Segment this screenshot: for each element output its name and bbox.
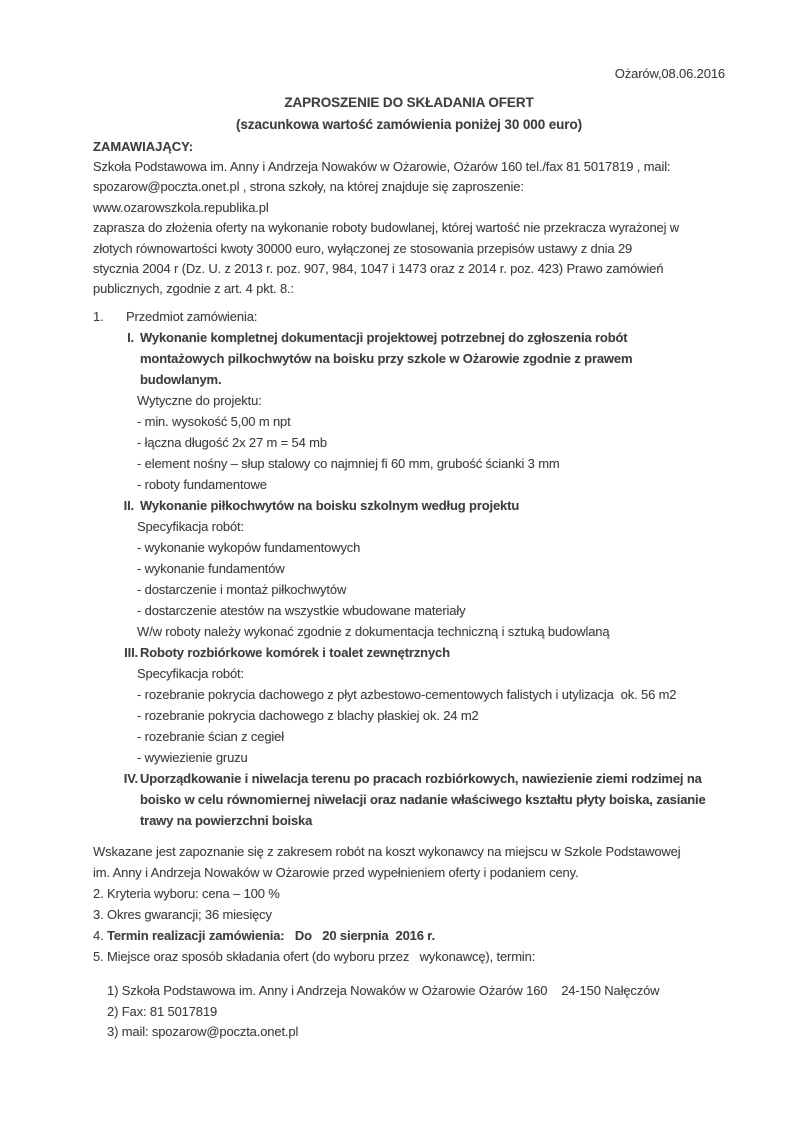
detail-line: - rozebranie ścian z cegieł (137, 728, 284, 744)
list-item-III-text: Roboty rozbiórkowe komórek i toalet zewnętrznych (140, 644, 450, 660)
intro-paragraph (93, 157, 725, 300)
detail-line: Specyfikacja robót: (137, 518, 244, 534)
detail-line: - element nośny – słup stalowy co najmniej fi 60 mm, grubość ścianki 3 mm (137, 455, 560, 471)
list-item-II (93, 495, 725, 516)
list-item-IV-marker: IV. (123, 770, 138, 786)
closing-paragraph (93, 841, 725, 967)
detail-line: Specyfikacja robót: (137, 665, 244, 681)
detail-line: - dostarczenie i montaż piłkochwytów (137, 581, 347, 597)
closing-line: Wskazane jest zapoznanie się z zakresem robót na koszt wykonawcy na miejscu w Szkole Podstawowej (93, 843, 681, 859)
point-3-warranty: 3. Okres gwarancji; 36 miesięcy (93, 906, 272, 922)
detail-line: - rozebranie pokrycia dachowego z blachy płaskiej ok. 24 m2 (137, 707, 479, 723)
submission-option-fax: 2) Fax: 81 5017819 (107, 1003, 218, 1019)
section-1-title: Przedmiot zamówienia: (126, 308, 258, 324)
intro-line-website: www.ozarowszkola.republika.pl (93, 199, 269, 215)
submission-option-address: 1) Szkoła Podstawowa im. Anny i Andrzeja Nowaków w Ożarowie Ożarów 160 24-150 Nałęczów (107, 982, 660, 998)
point-2-criteria: 2. Kryteria wyboru: cena – 100 % (93, 885, 280, 901)
list-item-II-details (93, 516, 725, 642)
list-item-I-details (93, 390, 725, 495)
spacer (93, 831, 725, 841)
detail-line: - wykonanie wykopów fundamentowych (137, 539, 361, 555)
submission-option-mail: 3) mail: spozarow@poczta.onet.pl (107, 1024, 299, 1040)
list-item-II-marker: II. (123, 497, 134, 513)
point-4-deadline-text: Termin realizacji zamówienia: Do 20 sierpnia 2016 r. (107, 927, 435, 943)
point-4-deadline (93, 925, 725, 946)
list-item-II-text: Wykonanie piłkochwytów na boisku szkolnym według projektu (140, 497, 520, 513)
intro-line: zaprasza do złożenia oferty na wykonanie roboty budowlanej, której wartość nie przekracza wyrażonej w (93, 220, 680, 236)
detail-line: - roboty fundamentowe (137, 476, 267, 492)
document-title: ZAPROSZENIE DO SKŁADANIA OFERT (284, 95, 534, 110)
spacer (93, 967, 725, 981)
point-4-number: 4. (93, 927, 108, 943)
list-item-IV-text: boisko w celu równomiernej niwelacji oraz nadanie właściwego kształtu płyty boiska, zasianie (140, 791, 706, 807)
list-item-IV-text: Uporządkowanie i niwelacja terenu po pracach rozbiórkowych, nawiezienie ziemi rodzimej na (140, 770, 702, 786)
list-item-I-text: Wykonanie kompletnej dokumentacji projektowej potrzebnej do zgłoszenia robót (140, 329, 628, 345)
detail-line: - łączna długość 2x 27 m = 54 mb (137, 434, 327, 450)
intro-line: Szkoła Podstawowa im. Anny i Andrzeja Nowaków w Ożarowie, Ożarów 160 tel./fax 81 5017819 , mail: (93, 159, 671, 174)
intro-line: stycznia 2004 r (Dz. U. z 2013 r. poz. 907, 984, 1047 i 1473 oraz z 2014 r. poz. 423) Prawo zamówień (93, 261, 664, 277)
closing-line: im. Anny i Andrzeja Nowaków w Ożarowie przed wypełnieniem oferty i podaniem ceny. (93, 864, 579, 880)
list-item-III-details (93, 663, 725, 768)
list-item-III (93, 642, 725, 663)
detail-line: - wywiezienie gruzu (137, 749, 248, 765)
document-subtitle: (szacunkowa wartość zamówienia poniżej 30 000 euro) (235, 117, 582, 132)
intro-line: złotych równowartości kwoty 30000 euro, wyłączonej ze stosowania przepisów ustawy z dnia 29 (93, 240, 633, 256)
list-item-I-text: montażowych pilkochwytów na boisku przy szkole w Ożarowie zgodnie z prawem (140, 350, 633, 366)
list-item-I (93, 327, 725, 390)
list-item-IV (93, 768, 725, 831)
date-line: Ożarów,08.06.2016 (614, 66, 725, 81)
list-item-III-marker: III. (124, 644, 138, 660)
submission-options-list (93, 981, 725, 1043)
list-item-IV-text: trawy na powierzchni boiska (140, 812, 313, 828)
section-1-heading (93, 306, 725, 327)
detail-line: - rozebranie pokrycia dachowego z płyt azbestowo-cementowych falistych i utylizacja ok. 56 m2 (137, 686, 677, 702)
intro-line: publicznych, zgodnie z art. 4 pkt. 8.: (93, 281, 294, 297)
detail-line: Wytyczne do projektu: (137, 392, 262, 408)
detail-line: - wykonanie fundamentów (137, 560, 285, 576)
list-item-I-text: budowlanym. (140, 371, 222, 387)
buyer-label: ZAMAWIAJĄCY: (93, 139, 194, 154)
detail-line: - min. wysokość 5,00 m npt (137, 413, 291, 429)
point-5-submission: 5. Miejsce oraz sposób składania ofert (do wyboru przez wykonawcę), termin: (93, 948, 536, 964)
detail-line: - dostarczenie atestów na wszystkie wbudowane materiały (137, 602, 466, 618)
list-item-I-marker: I. (127, 329, 134, 345)
detail-line: W/w roboty należy wykonać zgodnie z dokumentacja techniczną i sztuką budowlaną (137, 623, 610, 639)
intro-line-email: spozarow@poczta.onet.pl , strona szkoły, na której znajduje się zaproszenie: (93, 179, 524, 195)
section-1-number: 1. (93, 308, 104, 324)
